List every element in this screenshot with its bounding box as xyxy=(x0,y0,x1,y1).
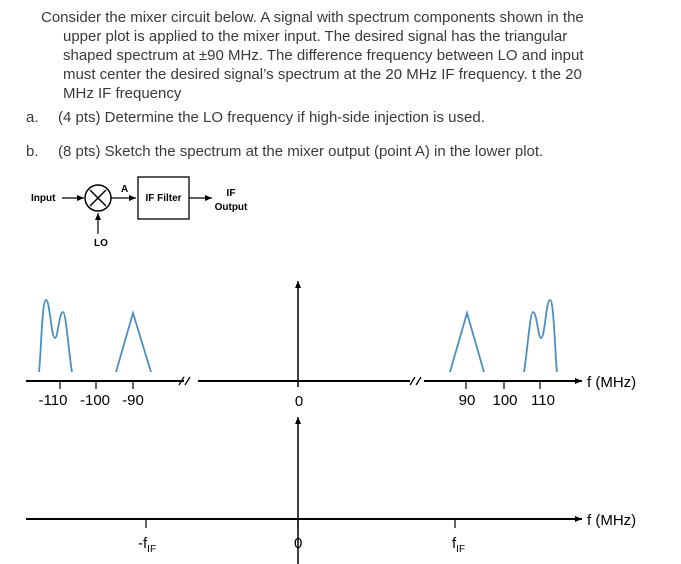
question-text: (4 pts) Determine the LO frequency if high-side injection is used. xyxy=(58,109,485,126)
tick-label-90: 90 xyxy=(458,392,476,409)
if-output-label-2: Output xyxy=(214,202,248,213)
tick-label-neg90: -90 xyxy=(122,392,144,409)
problem-line: must center the desired signal’s spectrum at the 20 MHz IF frequency. t the 20 xyxy=(63,66,582,83)
question-letter: a. xyxy=(26,109,39,126)
tick-label-zero-lower: 0 xyxy=(294,535,303,552)
tick-label-pos-fif: $f_{IF}$ xyxy=(452,535,466,555)
tick-label-110: 110 xyxy=(531,392,555,409)
problem-line: shaped spectrum at ±90 MHz. The difference frequency between LO and input xyxy=(63,47,584,64)
tick-label-neg-fif: $-f_{IF}$ xyxy=(138,535,157,555)
upper-spectrum-plot xyxy=(26,281,636,410)
tick-label-neg100: -100 xyxy=(79,392,111,409)
interferer-spectrum-pos xyxy=(524,300,557,372)
question-text: (8 pts) Sketch the spectrum at the mixer output (point A) in the lower plot. xyxy=(58,143,544,160)
question-letter: b. xyxy=(26,143,39,160)
desired-spectrum-pos xyxy=(450,313,484,372)
desired-spectrum-neg xyxy=(116,313,151,372)
lower-ticks xyxy=(146,519,455,528)
if-output-label-1: IF xyxy=(226,188,236,199)
problem-line: Consider the mixer circuit below. A signal with spectrum components shown in the xyxy=(41,9,584,26)
problem-line: upper plot is applied to the mixer input. The desired signal has the triangular xyxy=(63,28,568,45)
lo-label: LO xyxy=(94,238,108,249)
point-a-label: A xyxy=(121,184,129,195)
if-filter-label: IF Filter xyxy=(145,193,182,204)
mixer-icon xyxy=(85,185,111,211)
tick-label-neg110: -110 xyxy=(38,392,68,409)
axis-break-right xyxy=(410,377,421,385)
mixer-circuit xyxy=(31,177,248,249)
interferer-spectrum-neg xyxy=(39,300,72,372)
upper-ticks xyxy=(60,381,540,389)
lower-axis-label: f (MHz) xyxy=(587,512,637,529)
upper-axis-label: f (MHz) xyxy=(587,374,637,391)
input-label: Input xyxy=(31,193,56,204)
tick-label-zero: 0 xyxy=(294,393,304,410)
lower-spectrum-plot xyxy=(26,417,636,564)
problem-line: MHz IF frequency xyxy=(63,85,182,102)
tick-label-100: 100 xyxy=(492,392,518,409)
